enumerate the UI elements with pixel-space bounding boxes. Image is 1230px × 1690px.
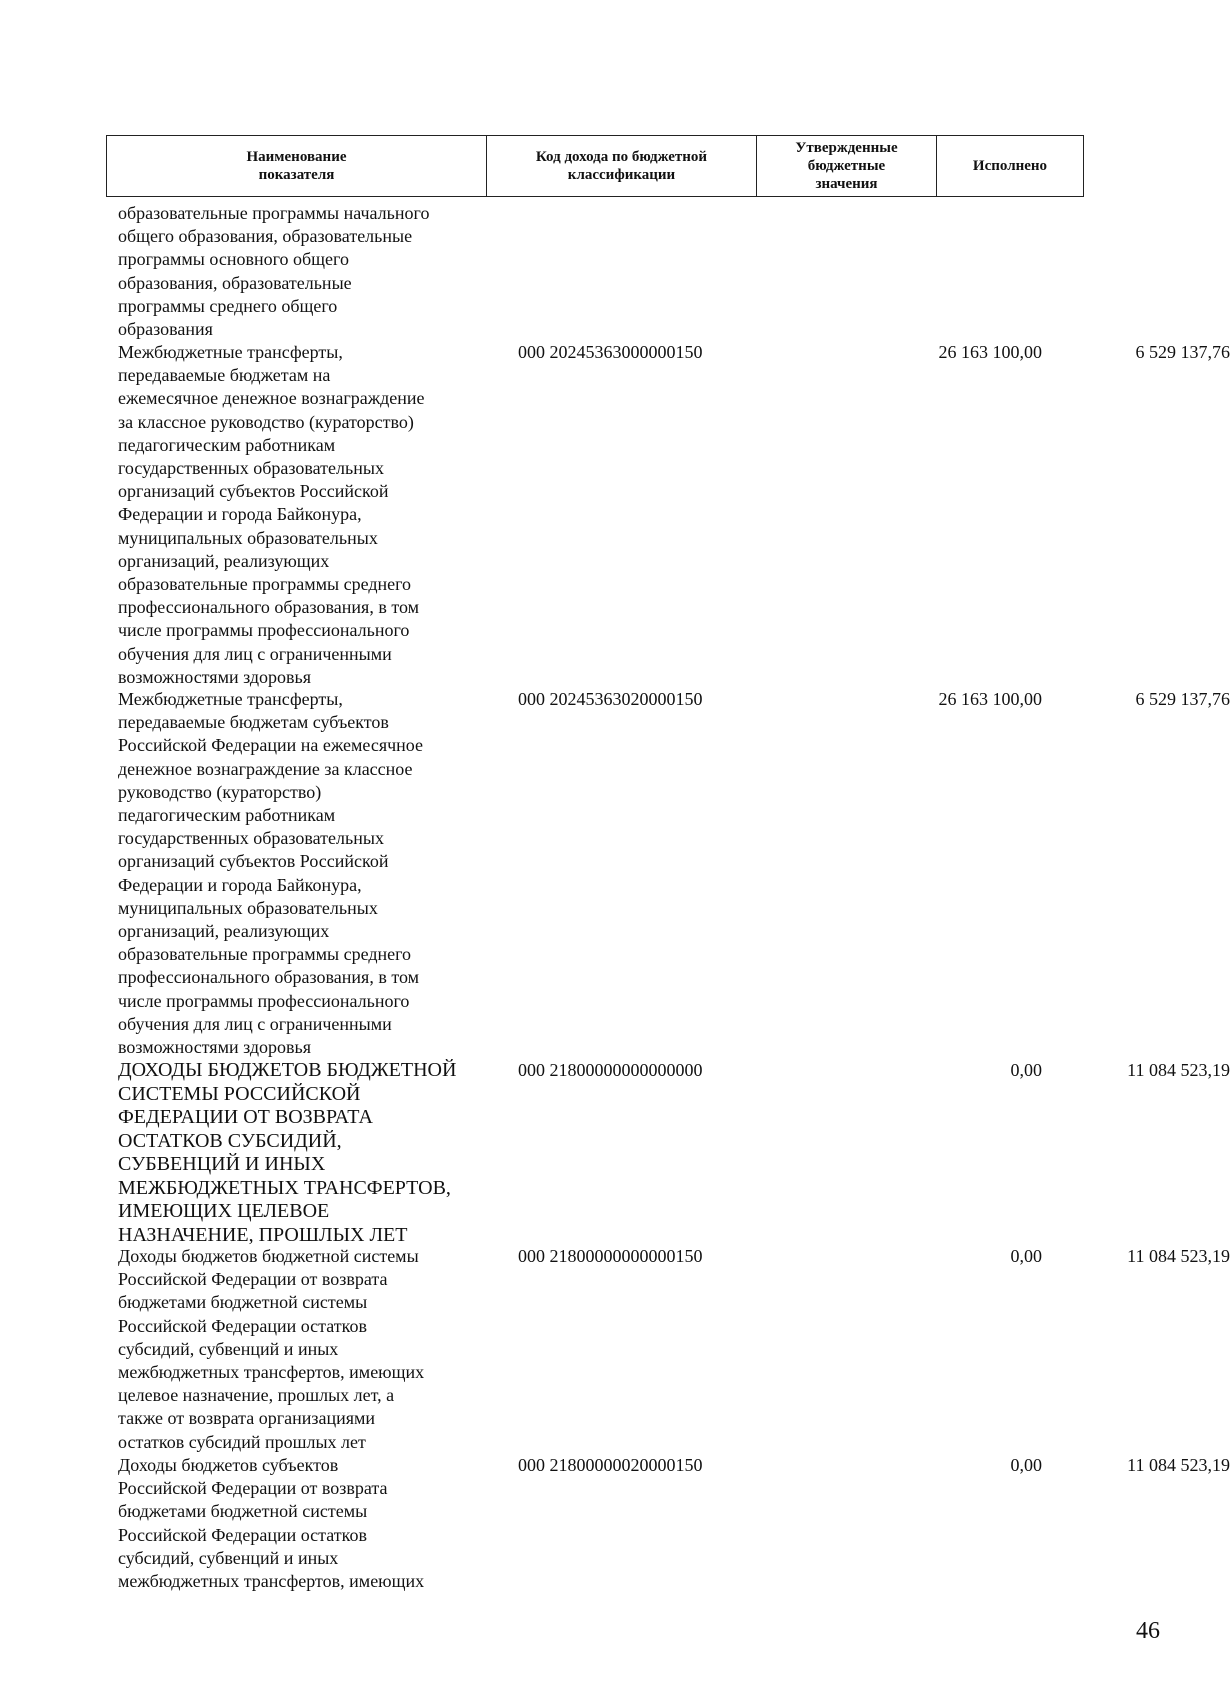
header-plan: Утвержденные бюджетные значения [757,136,937,196]
row-done: 11 084 523,19 [1127,1060,1230,1080]
row-name: Межбюджетные трансферты, передаваемые бюджетам субъектов Российской Федерации на ежемесячное денежное вознаграждение за классное руководство (кураторство) педагогическим работникам государственных образовательных организаций субъектов Российской Федерации и города Байконура, муниципальных образовательных организаций, реализующих образовательные программы среднего профессионального образования, в том числе программы профессионального обучения для лиц с ограниченными возможностями здоровья [118,689,424,1058]
row-name: Межбюджетные трансферты, передаваемые бюджетам на ежемесячное денежное вознаграждение за классное руководство (кураторство) педагогическим работникам государственных образовательных организаций субъектов Российской Федерации и города Байконура, муниципальных образовательных организаций, реализующих образовательные программы среднего профессионального образования, в том числе программы профессионального обучения для лиц с ограниченными возможностями здоровья [118,342,425,687]
header-done: Исполнено [972,158,1048,174]
row-done: 11 084 523,19 [1127,1455,1230,1475]
row-code: 000 20245363000000150 [518,342,703,362]
row-plan: 0,00 [1010,1455,1042,1475]
row-done: 6 529 137,76 [1135,689,1230,709]
row-code: 000 21800000020000150 [518,1455,703,1475]
header-name: Наименование показателя [107,136,487,196]
row-plan: 0,00 [1010,1060,1042,1080]
row-name: образовательные программы начального общего образования, образовательные программы основного общего образования, образовательные программы среднего общего образования [118,203,430,340]
row-name: Доходы бюджетов бюджетной системы Российской Федерации от возврата бюджетами бюджетной системы Российской Федерации остатков субсидий, субвенций и иных межбюджетных трансфертов, имеющих целевое назначение, прошлых лет, а также от возврата организациями остатков субсидий прошлых лет [118,1246,425,1452]
row-code: 000 21800000000000000 [518,1060,703,1080]
row-plan: 26 163 100,00 [938,342,1042,362]
row-plan: 26 163 100,00 [938,689,1042,709]
row-code: 000 21800000000000150 [518,1246,703,1266]
table-header [106,135,1084,197]
header-code: Код дохода по бюджетной классификации [487,136,757,196]
page-number: 46 [1136,1618,1160,1644]
row-name: Доходы бюджетов субъектов Российской Федерации от возврата бюджетами бюджетной системы Российской Федерации остатков субсидий, субвенций и иных межбюджетных трансфертов, имеющих [118,1455,425,1592]
row-done: 11 084 523,19 [1127,1246,1230,1266]
row-plan: 0,00 [1010,1246,1042,1266]
row-done: 6 529 137,76 [1135,342,1230,362]
row-code: 000 20245363020000150 [518,689,703,709]
row-name: ДОХОДЫ БЮДЖЕТОВ БЮДЖЕТНОЙ СИСТЕМЫ РОССИЙСКОЙ ФЕДЕРАЦИИ ОТ ВОЗВРАТА ОСТАТКОВ СУБСИДИЙ, СУБВЕНЦИЙ И ИНЫХ МЕЖБЮДЖЕТНЫХ ТРАНСФЕРТОВ, ИМЕЮЩИХ ЦЕЛЕВОЕ НАЗНАЧЕНИЕ, ПРОШЛЫХ ЛЕТ [118,1059,457,1246]
